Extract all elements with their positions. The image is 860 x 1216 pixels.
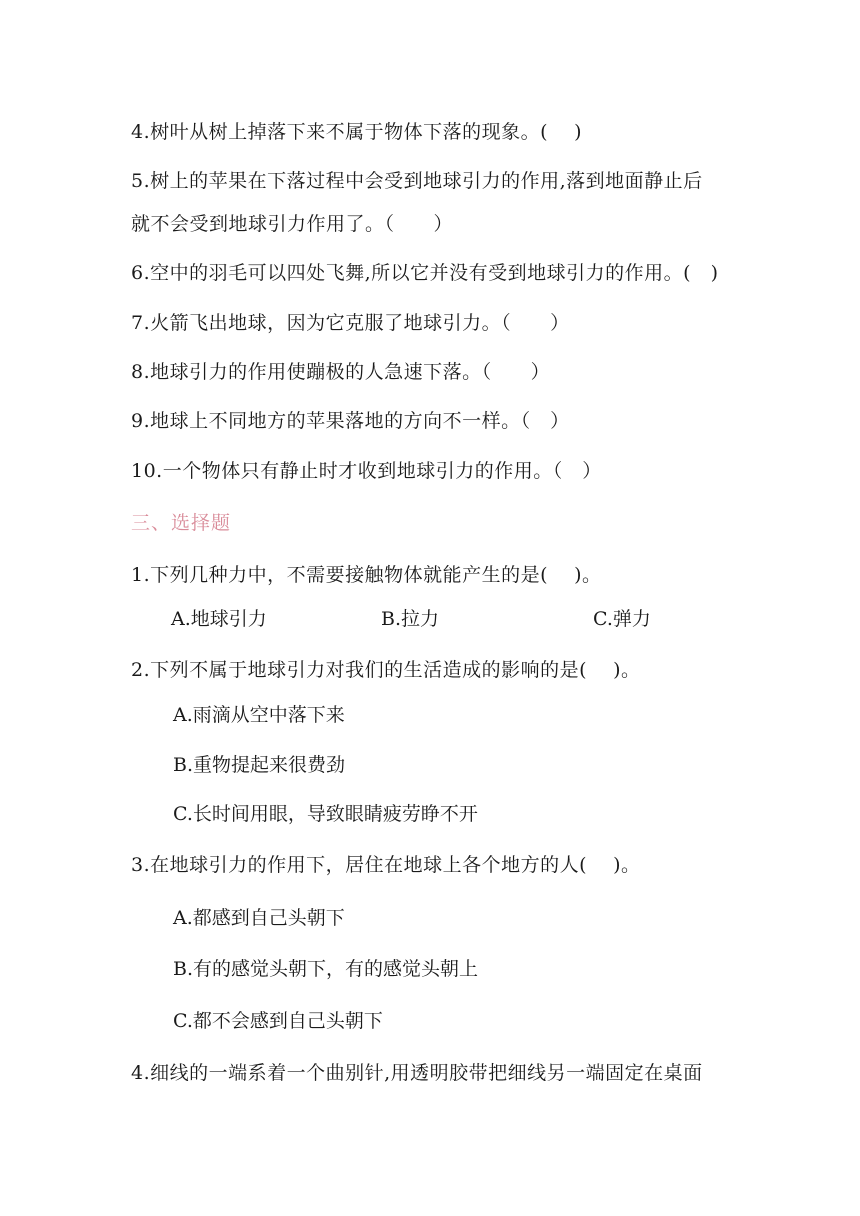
question-1-stem: 1.下列几种力中，不需要接触物体就能产生的是( )。 <box>131 564 602 586</box>
judgement-item-9: 9.地球上不同地方的苹果落地的方向不一样。（ ） <box>131 410 570 432</box>
judgement-item-7: 7.火箭飞出地球，因为它克服了地球引力。（ ） <box>131 312 570 334</box>
question-1-option-c: C.弹力 <box>593 608 651 630</box>
question-3-option-a: A.都感到自己头朝下 <box>173 907 345 929</box>
judgement-item-5-line-2: 就不会受到地球引力作用了。（ ） <box>131 213 454 235</box>
question-4-stem: 4.细线的一端系着一个曲别针,用透明胶带把细线另一端固定在桌面 <box>131 1062 703 1084</box>
question-3-stem: 3.在地球引力的作用下，居住在地球上各个地方的人( )。 <box>131 854 641 876</box>
question-2-option-b: B.重物提起来很费劲 <box>173 754 346 776</box>
question-1-option-b: B.拉力 <box>381 608 440 630</box>
judgement-item-8: 8.地球引力的作用使蹦极的人急速下落。（ ） <box>131 361 551 383</box>
question-2-stem: 2.下列不属于地球引力对我们的生活造成的影响的是( )。 <box>131 659 641 681</box>
section-title-choice: 三、选择题 <box>131 512 232 534</box>
judgement-item-5-line-1: 5.树上的苹果在下落过程中会受到地球引力的作用,落到地面静止后 <box>131 170 703 192</box>
question-2-option-c: C.长时间用眼，导致眼睛疲劳睁不开 <box>173 803 478 825</box>
question-1-option-a: A.地球引力 <box>171 608 267 630</box>
question-3-option-c: C.都不会感到自己头朝下 <box>173 1010 383 1032</box>
judgement-item-4: 4.树叶从树上掉落下来不属于物体下落的现象。( ) <box>131 121 582 143</box>
question-3-option-b: B.有的感觉头朝下，有的感觉头朝上 <box>173 958 479 980</box>
judgement-item-6: 6.空中的羽毛可以四处飞舞,所以它并没有受到地球引力的作用。( ) <box>131 262 719 284</box>
question-2-option-a: A.雨滴从空中落下来 <box>173 704 345 726</box>
judgement-item-10: 10.一个物体只有静止时才收到地球引力的作用。（ ） <box>131 460 602 482</box>
